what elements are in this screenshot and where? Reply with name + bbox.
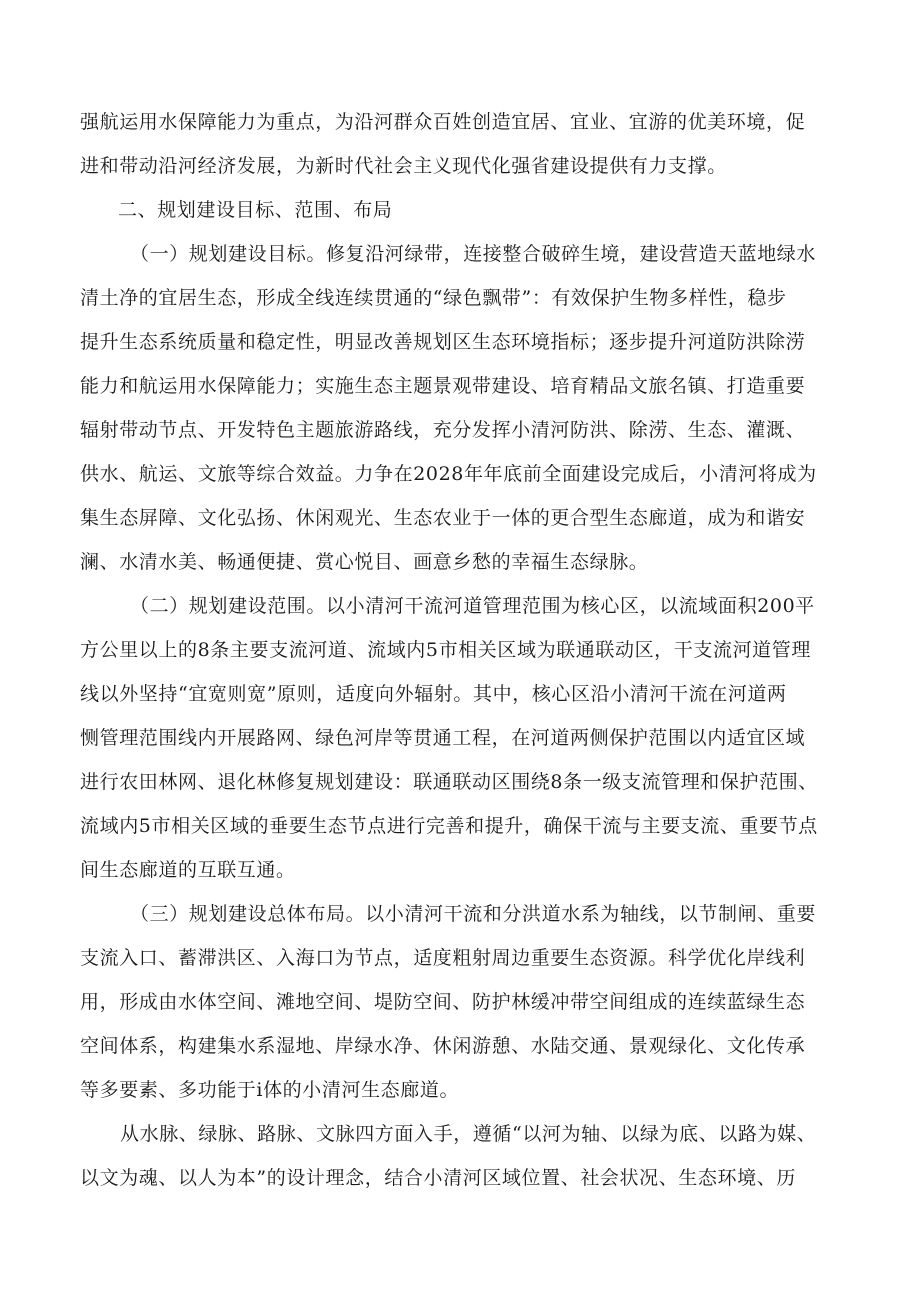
text-line: 以文为魂、以人为本”的设计理念，结合小清河区域位置、社会状况、生态环境、历 xyxy=(80,1167,796,1189)
text-line: 进行农田林网、退化林修复规划建设：联通联动区围绕8条一级支流管理和保护范围、 xyxy=(80,771,818,793)
text-line: 空间体系，构建集水系湿地、岸绿水净、休闲游憩、水陆交通、景观绿化、文化传承 xyxy=(80,1035,806,1057)
text-line: 间生态廊道的互联互通。 xyxy=(80,859,296,881)
text-line: 供水、航运、文旅等综合效益。力争在2028年年底前全面建设完成后，小清河将成为 xyxy=(80,463,817,485)
text-line: 能力和航运用水保障能力；实施生态主题景观带建设、培育精品文旅名镇、打造重要 xyxy=(80,375,806,397)
text-line: （二）规划建设范围。以小清河干流河道管理范围为核心区，以流域面积200平 xyxy=(130,595,815,617)
text-line: 恻管理范围线内开展路网、绿色河岸等贯通工程，在河道两侧保护范围以内适宜区域 xyxy=(80,727,806,749)
text-line: 方公里以上的8条主要支流河道、流域内5市相关区域为联通联动区，干支流河道管理 xyxy=(80,639,811,661)
text-line: 清土净的宜居生态，形成全线连续贯通的“绿色飘带”：有效保护生物多样性，稳步 xyxy=(80,287,787,309)
text-line: 流域内5市相关区域的垂要生态节点进行完善和提升，确保干流与主要支流、重要节点 xyxy=(80,815,818,837)
paragraph-goals xyxy=(80,232,840,584)
text-line: 等多要素、多功能于i体的小清河生态廊道。 xyxy=(80,1079,460,1101)
paragraph-layout xyxy=(80,892,840,1112)
section-heading-text: 二、规划建设目标、范围、布局 xyxy=(118,199,393,221)
text-line: 辐射带动节点、开发特色主题旅游路线，充分发挥小清河防洪、除涝、生态、灌溉、 xyxy=(80,419,806,441)
document-page xyxy=(80,100,840,1200)
text-line: 强航运用水保障能力为重点，为沿河群众百姓创造宜居、宜业、宜游的优美环境，促 xyxy=(80,111,806,133)
text-line: 用，形成由水体空间、滩地空间、堤防空间、防护林缓冲带空间组成的连续蓝绿生态 xyxy=(80,991,806,1013)
text-line: 进和带动沿河经济发展，为新时代社会主义现代化强省建设提供有力支撑。 xyxy=(80,155,727,177)
text-line: 线以外坚持“宜宽则宽”原则，适度向外辐射。其中，核心区沿小清河干流在河道两 xyxy=(80,683,787,705)
text-line: 集生态屏障、文化弘扬、休闲观光、生态农业于一体的更合型生态廊道，成为和谐安 xyxy=(80,507,806,529)
paragraph-approach xyxy=(80,1112,840,1200)
text-line: 支流入口、蓄滞洪区、入海口为节点，适度粗射周边重要生态资源。科学优化岸线利 xyxy=(80,947,806,969)
text-line: （一）规划建设目标。修复沿河绿带，连接整合破碎生境，建设营造天蓝地绿水 xyxy=(130,243,817,265)
paragraph-intro-continued xyxy=(80,100,840,188)
text-line: 从水脉、绿脉、路脉、文脉四方面入手，遵循“以河为轴、以绿为底、以路为媒、 xyxy=(120,1123,817,1145)
text-line: 澜、水清水美、畅通便捷、赏心悦目、画意乡愁的幸福生态绿脉。 xyxy=(80,551,649,573)
text-line: 提升生态系统质量和稳定性，明显改善规划区生态环境指标；逐步提升河道防洪除涝 xyxy=(80,331,806,353)
text-line: （三）规划建设总体布局。以小清河干流和分洪道水系为轴线，以节制闸、重要 xyxy=(130,903,817,925)
paragraph-scope xyxy=(80,584,840,892)
section-heading-2 xyxy=(80,188,840,232)
